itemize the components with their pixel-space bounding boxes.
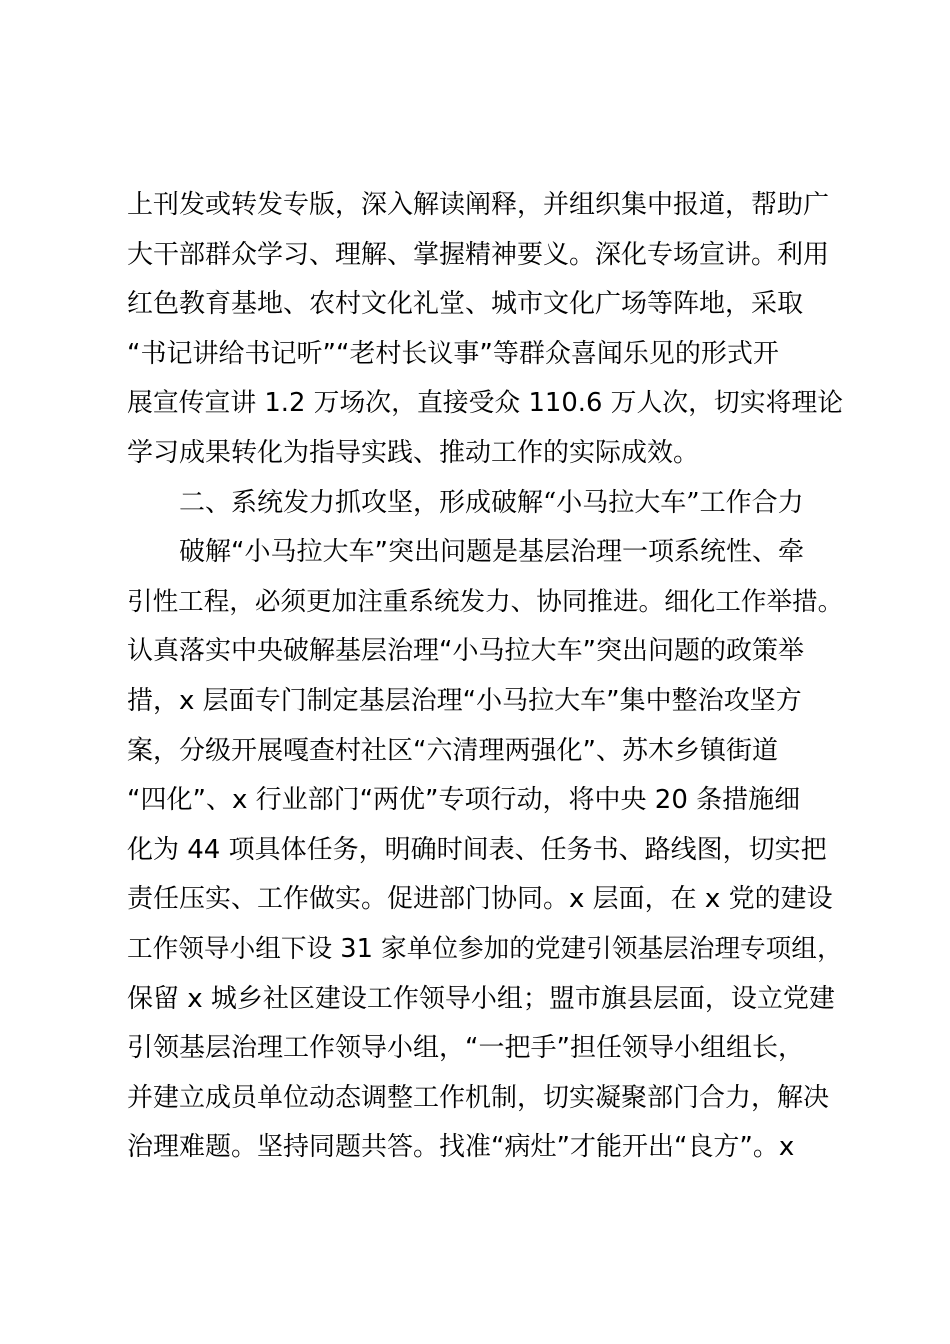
text-line: 引领基层治理工作领导小组，“一把手”担任领导小组组长，	[127, 1033, 804, 1064]
text-line: 工作领导小组下设 31 家单位参加的党建引领基层治理专项组，	[127, 933, 843, 964]
text-line: “四化”、x 行业部门“两优”专项行动，将中央 20 条措施细	[127, 785, 801, 816]
text-line: 展宣传宣讲 1.2 万场次，直接受众 110.6 万人次，切实将理论	[127, 388, 844, 419]
text-line: 责任压实、工作做实。促进部门协同。x 层面，在 x 党的建设	[127, 884, 833, 915]
text-line: 认真落实中央破解基层治理“小马拉大车”突出问题的政策举	[127, 636, 804, 667]
text-line: 学习成果转化为指导实践、推动工作的实际成效。	[127, 437, 700, 468]
text-line: “书记讲给书记听”“老村长议事”等群众喜闻乐见的形式开	[127, 338, 779, 369]
text-line: 案，分级开展嘎查村社区“六清理两强化”、苏木乡镇街道	[127, 735, 778, 766]
text-line: 破解“小马拉大车”突出问题是基层治理一项系统性、牵	[179, 537, 804, 568]
text-line: 措，x 层面专门制定基层治理“小马拉大车”集中整治攻坚方	[127, 685, 802, 716]
text-line: 保留 x 城乡社区建设工作领导小组；盟市旗县层面，设立党建	[127, 983, 835, 1014]
text-line: 治理难题。坚持同题共答。找准“病灶”才能开出“良方”。x	[127, 1132, 795, 1163]
text-line: 大干部群众学习、理解、掌握精神要义。深化专场宣讲。利用	[127, 239, 830, 270]
text-line: 引性工程，必须更加注重系统发力、协同推进。细化工作举措。	[127, 586, 844, 617]
text-line: 上刊发或转发专版，深入解读阐释，并组织集中报道，帮助广	[127, 190, 830, 220]
text-line: 红色教育基地、农村文化礼堂、城市文化广场等阵地，采取	[127, 289, 804, 320]
text-line: 化为 44 项具体任务，明确时间表、任务书、路线图，切实把	[127, 834, 827, 865]
text-line: 并建立成员单位动态调整工作机制，切实凝聚部门合力，解决	[127, 1082, 830, 1113]
section-heading: 二、系统发力抓攻坚，形成破解“小马拉大车”工作合力	[179, 487, 804, 518]
body-text	[127, 181, 847, 1173]
